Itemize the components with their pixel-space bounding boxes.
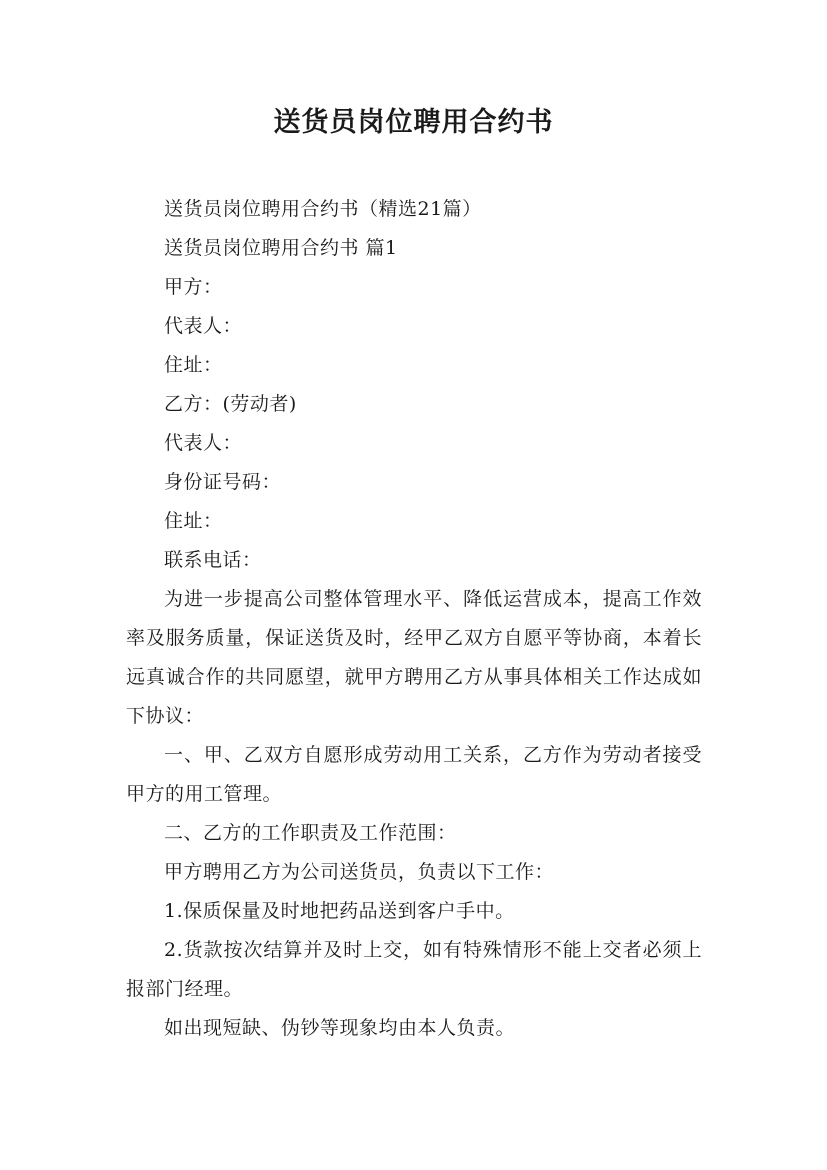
- party-a-label: 甲方：: [164, 276, 223, 298]
- paragraph-subtitle: 送货员岗位聘用合约书（精选21篇）: [164, 198, 482, 220]
- party-b-label: 乙方：(劳动者): [164, 393, 297, 415]
- party-b-address: 住址：: [164, 510, 223, 532]
- paragraph-duty-2: 2.货款按次结算并及时上交，如有特殊情形不能上交者必须上报部门经理。: [126, 939, 702, 1000]
- paragraph-clause-2-heading: 二、乙方的工作职责及工作范围：: [164, 822, 457, 844]
- paragraph-clause-1: 一、甲、乙双方自愿形成劳动用工关系，乙方作为劳动者接受甲方的用工管理。: [126, 744, 702, 805]
- party-b-representative: 代表人：: [164, 432, 243, 454]
- party-b-phone: 联系电话：: [164, 549, 262, 571]
- paragraph-responsibility: 如出现短缺、伪钞等现象均由本人负责。: [164, 1017, 516, 1039]
- party-a-address: 住址：: [164, 354, 223, 376]
- document-title: 送货员岗位聘用合约书: [273, 107, 554, 138]
- party-a-representative: 代表人：: [164, 315, 243, 337]
- paragraph-section-heading: 送货员岗位聘用合约书 篇1: [164, 237, 398, 259]
- paragraph-preamble: 为进一步提高公司整体管理水平、降低运营成本，提高工作效率及服务质量，保证送货及时，经甲乙双方自愿平等协商，本着长远真诚合作的共同愿望，就甲方聘用乙方从事具体相关工作达成如下协议：: [126, 588, 702, 727]
- party-b-id-number: 身份证号码：: [164, 471, 282, 493]
- paragraph-clause-2-intro: 甲方聘用乙方为公司送货员，负责以下工作：: [164, 861, 555, 883]
- paragraph-duty-1: 1.保质保量及时地把药品送到客户手中。: [164, 900, 515, 922]
- document-body: [126, 190, 702, 1048]
